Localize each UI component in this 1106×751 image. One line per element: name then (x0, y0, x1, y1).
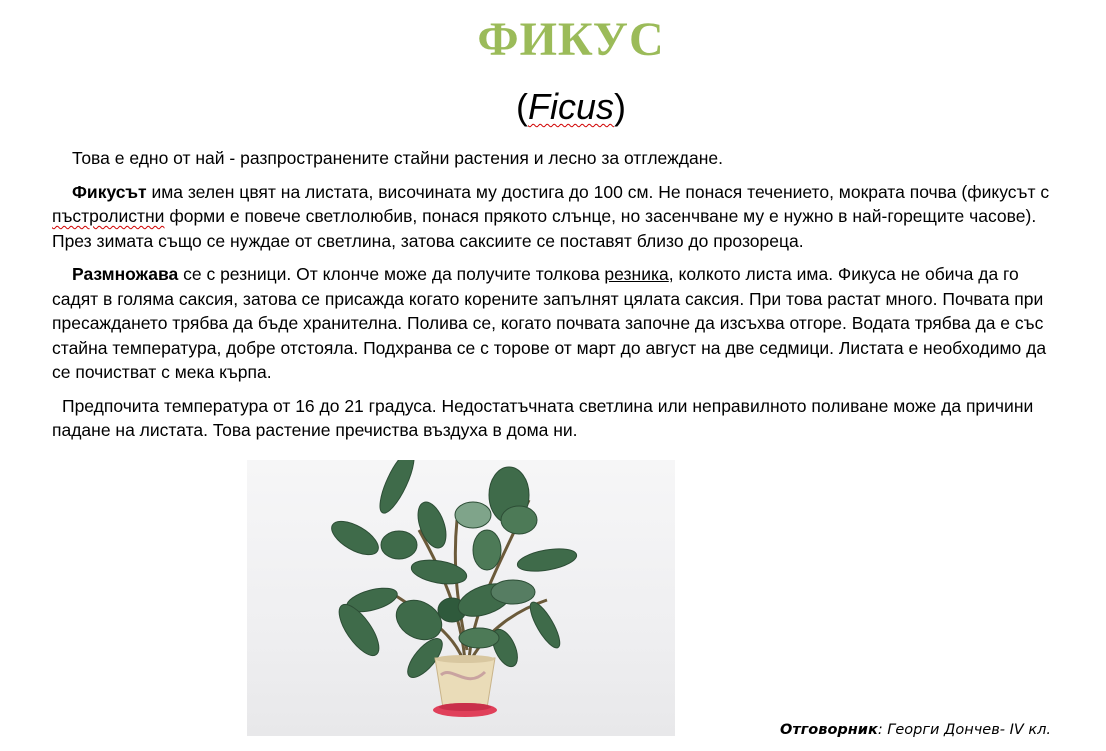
paragraph-text: се с резници. От клонче може да получите толкова (178, 264, 605, 284)
article-body (52, 146, 1062, 443)
paren-open: ( (515, 86, 528, 127)
responsible-name: : Георги Дончев- IV кл. (877, 722, 1052, 738)
paragraph-care: Предпочита температура от 16 до 21 градуса. Недостатъчната светлина или неправилното поливане може да причини падане на листата. Това растение пречиства въздуха в дома ни. (52, 395, 1034, 440)
paragraph-appearance (52, 180, 1062, 254)
paragraph-intro: Това е едно от най - разпространените стайни растения и лесно за отглеждане. (72, 148, 723, 168)
page-title: ФИКУС (477, 13, 665, 66)
paragraph-propagation (52, 262, 1062, 385)
ficus-plant-illustration (247, 460, 675, 736)
responsible-person (780, 722, 1051, 738)
ficus-plant-image (247, 460, 675, 736)
spellcheck-word: пъстролистни (52, 206, 165, 226)
paragraph-text: има зелен цвят на листата, височината му достига до 100 см. Не понася течението, мократа почва (фикусът с (146, 181, 1050, 202)
bold-term-propagation: Размножава (72, 264, 179, 284)
paragraph-text: форми е повече светлолюбив, понася прякото слънце, но засенчване му е нужно в най-горещите часове). През зимата също се нуждае от светлина, затова саксиите се поставят близо до прозореца. (52, 206, 1037, 251)
paren-close: ) (614, 86, 626, 127)
latin-name-text: Ficus (527, 86, 614, 127)
responsible-label: Отговорник (780, 722, 878, 738)
underlined-word: резника (604, 264, 669, 284)
bold-term-ficus: Фикусът (72, 181, 147, 202)
latin-name (0, 86, 1106, 128)
paragraph-text: , колкото листа има. Фикуса не обича да го садят в голяма саксия, затова се присажда когато корените запълнят цялата саксия. При това растат много. Почвата при пресаждането трябва да бъде хранителна. Полива се, когато почвата започне да изсъхва отгоре. Водата трябва да е със стайна температура, добре отстояла. Подхранва се с торове от март до август на две седмици. Листата е необходимо да се почистват с мека кърпа. (52, 264, 1047, 382)
